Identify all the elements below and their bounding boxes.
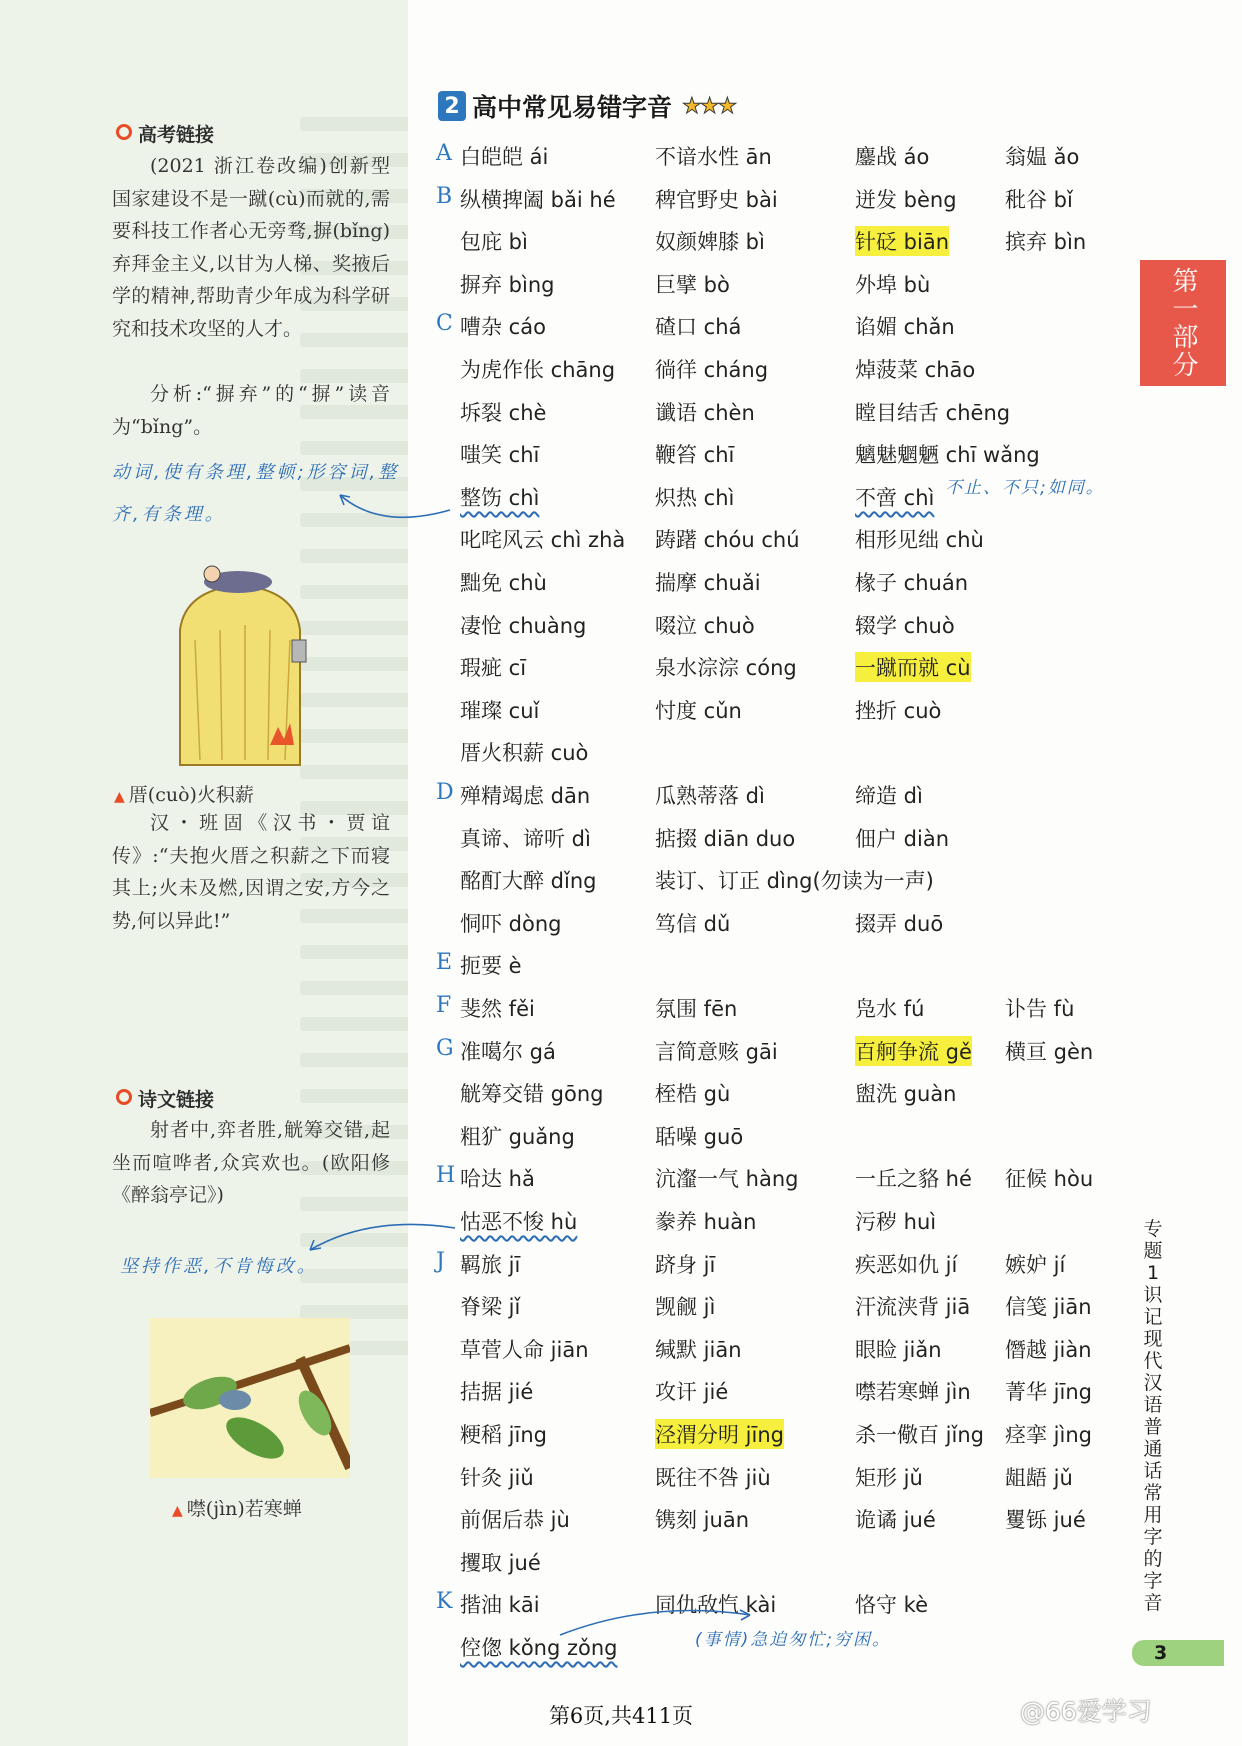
word-entry: 一丘之貉 hé bbox=[855, 1167, 972, 1192]
word-entry: 挫折 cuò bbox=[855, 698, 942, 723]
word-entry: 璀璨 cuǐ bbox=[460, 698, 540, 723]
word-entry: 针砭 biān bbox=[855, 226, 949, 256]
entry-row bbox=[0, 1074, 1242, 1114]
entry-row bbox=[0, 1287, 1242, 1327]
entry-row bbox=[0, 393, 1242, 433]
word-entry: 不谙水性 ān bbox=[655, 145, 772, 169]
word-entry: 忖度 cǔn bbox=[655, 698, 742, 723]
word-entry: 魑魅魍魉 chī wǎng bbox=[855, 443, 1040, 468]
entry-row bbox=[0, 1585, 1242, 1625]
word-entry: 沆瀣一气 hàng bbox=[655, 1167, 799, 1192]
part-tab-label: 第一部分 bbox=[1168, 267, 1198, 379]
gaokao-heading: 高考链接 bbox=[116, 120, 214, 147]
entry-row bbox=[0, 946, 1242, 986]
word-entry: 焯菠菜 chāo bbox=[855, 358, 976, 382]
entry-row bbox=[0, 563, 1242, 603]
entry-row bbox=[0, 1330, 1242, 1370]
word-entry: 盥洗 guàn bbox=[855, 1082, 957, 1107]
word-entry: 菁华 jīng bbox=[1005, 1380, 1092, 1405]
entry-row bbox=[0, 691, 1242, 731]
word-entry: 氛围 fēn bbox=[655, 997, 738, 1021]
word-entry: 装订、订正 dìng(勿读为一声) bbox=[655, 869, 934, 894]
caption-jin: ▲ 噤(jìn)若寒蝉 bbox=[172, 1498, 302, 1520]
word-entry: 粳稻 jīng bbox=[460, 1423, 547, 1447]
word-entry: 秕谷 bǐ bbox=[1005, 187, 1073, 212]
word-entry: 迸发 bèng bbox=[855, 187, 957, 212]
word-entry: 恪守 kè bbox=[855, 1593, 929, 1618]
word-entry: 杀一儆百 jǐng bbox=[855, 1423, 984, 1447]
word-entry: 厝火积薪 cuò bbox=[460, 741, 589, 766]
word-entry: 揩油 kāi bbox=[460, 1593, 540, 1618]
word-entry: 龃龉 jǔ bbox=[1005, 1465, 1073, 1490]
word-entry: 拮据 jié bbox=[460, 1380, 534, 1405]
word-entry: 鞭笞 chī bbox=[655, 443, 735, 468]
word-entry: 瓜熟蒂落 dì bbox=[655, 784, 765, 808]
word-entry: 徜徉 cháng bbox=[655, 358, 769, 382]
word-entry: 怙恶不悛 hù bbox=[460, 1210, 578, 1234]
word-entry: 谶语 chèn bbox=[655, 400, 755, 425]
word-entry: 矩形 jǔ bbox=[855, 1465, 923, 1490]
word-entry: 嗤笑 chī bbox=[460, 443, 540, 468]
entry-row bbox=[0, 1372, 1242, 1412]
word-entry: 不啻 chì bbox=[855, 485, 935, 510]
word-entry: 镌刻 juān bbox=[655, 1508, 749, 1533]
word-entry: 坼裂 chè bbox=[460, 400, 547, 425]
index-letter: C bbox=[436, 311, 453, 337]
index-letter: D bbox=[436, 780, 454, 805]
word-entry: 鏖战 áo bbox=[855, 145, 930, 169]
entry-row bbox=[0, 307, 1242, 347]
word-entry: 草菅人命 jiān bbox=[460, 1337, 589, 1362]
word-entry: 缄默 jiān bbox=[655, 1337, 742, 1362]
word-entry: 僭越 jiàn bbox=[1005, 1337, 1092, 1362]
page-footer: 第6页,共411页 bbox=[548, 1704, 694, 1728]
entry-row bbox=[0, 1415, 1242, 1455]
entry-row bbox=[0, 819, 1242, 859]
watermark: @66爱学习 bbox=[1020, 1697, 1152, 1726]
word-entry: 摈弃 bìn bbox=[1005, 230, 1087, 255]
word-entry: 包庇 bì bbox=[460, 230, 528, 255]
part-tab[interactable] bbox=[1140, 260, 1226, 386]
entry-row bbox=[0, 1159, 1242, 1199]
word-entry: 讣告 fù bbox=[1005, 997, 1075, 1021]
entry-row bbox=[0, 1202, 1242, 1242]
index-letter: E bbox=[436, 950, 453, 976]
word-entry: 稗官野史 bài bbox=[655, 187, 778, 212]
word-entry: 泾渭分明 jīng bbox=[655, 1419, 784, 1449]
word-entry: 奴颜婢膝 bì bbox=[655, 230, 765, 255]
word-entry: 同仇敌忾 kài bbox=[655, 1593, 777, 1618]
word-entry: 言简意赅 gāi bbox=[655, 1039, 778, 1064]
page-number-badge bbox=[1132, 1640, 1224, 1666]
word-entry: 叱咤风云 chì zhà bbox=[460, 528, 626, 553]
word-entry: 疾恶如仇 jí bbox=[855, 1252, 958, 1277]
word-entry: 脊梁 jǐ bbox=[460, 1295, 521, 1320]
poem-heading: 诗文链接 bbox=[116, 1085, 214, 1112]
word-entry: 嘈杂 cáo bbox=[460, 315, 546, 340]
word-entry: 谄媚 chǎn bbox=[855, 315, 955, 340]
index-letter: A bbox=[436, 141, 452, 166]
entry-row bbox=[0, 1117, 1242, 1157]
word-entry: 诡谲 jué bbox=[855, 1508, 936, 1533]
word-entry: 啜泣 chuò bbox=[655, 613, 755, 638]
word-entry: 信笺 jiān bbox=[1005, 1295, 1092, 1320]
word-entry: 真谛、谛听 dì bbox=[460, 826, 591, 851]
entry-row bbox=[0, 265, 1242, 305]
index-letter: G bbox=[436, 1035, 454, 1061]
entry-row bbox=[0, 606, 1242, 646]
word-entry: 恫吓 dòng bbox=[460, 911, 562, 936]
word-entry: 辍学 chuò bbox=[855, 613, 955, 638]
word-entry: 踌躇 chóu chú bbox=[655, 528, 800, 553]
word-entry: 嫉妒 jí bbox=[1005, 1252, 1066, 1277]
word-entry: 粗犷 guǎng bbox=[460, 1124, 575, 1149]
word-entry: 掂掇 diān duo bbox=[655, 826, 796, 851]
word-entry: 掇弄 duō bbox=[855, 911, 944, 936]
word-entry: 揣摩 chuǎi bbox=[655, 571, 761, 595]
word-entry: 哈达 hǎ bbox=[460, 1167, 535, 1192]
entry-row bbox=[0, 180, 1242, 220]
word-entry: 凫水 fú bbox=[855, 997, 925, 1021]
entry-row bbox=[0, 989, 1242, 1029]
entry-row bbox=[0, 435, 1242, 475]
word-entry: 准噶尔 gá bbox=[460, 1039, 556, 1064]
word-entry: 瞠目结舌 chēng bbox=[855, 400, 1011, 425]
word-entry: 噤若寒蝉 jìn bbox=[855, 1380, 971, 1405]
entry-row bbox=[0, 350, 1242, 390]
word-entry: 笃信 dǔ bbox=[655, 911, 731, 936]
word-entry: 针灸 jiǔ bbox=[460, 1465, 534, 1490]
word-entry: 摒弃 bìng bbox=[460, 272, 555, 297]
word-entry: 前倨后恭 jù bbox=[460, 1508, 570, 1533]
word-entry: 佃户 diàn bbox=[855, 826, 950, 851]
word-entry: 扼要 è bbox=[460, 954, 522, 979]
entry-row bbox=[0, 733, 1242, 773]
word-entry: 桎梏 gù bbox=[655, 1082, 731, 1107]
word-entry: 倥偬 kǒng zǒng bbox=[460, 1636, 618, 1660]
word-entry: 瑕疵 cī bbox=[460, 656, 527, 681]
entry-row bbox=[0, 137, 1242, 177]
word-entry: 缔造 dì bbox=[855, 784, 923, 808]
triangle-icon: ▲ bbox=[114, 789, 125, 805]
word-entry: 痉挛 jìng bbox=[1005, 1423, 1092, 1447]
index-letter: J bbox=[436, 1248, 445, 1274]
word-entry: 殚精竭虑 dān bbox=[460, 784, 591, 808]
word-entry: 矍铄 jué bbox=[1005, 1508, 1086, 1533]
analysis-text: 分析:“摒弃”的“摒”读音为“bǐng”。 bbox=[112, 383, 390, 438]
word-entry: 攻讦 jié bbox=[655, 1380, 729, 1405]
word-entry: 污秽 huì bbox=[855, 1210, 937, 1234]
word-entry: 泉水淙淙 cóng bbox=[655, 656, 797, 681]
handwritten-note-kongzong: (事情)急迫匆忙;穷困。 bbox=[695, 1630, 891, 1650]
word-entry: 碴口 chá bbox=[655, 315, 742, 340]
word-entry: 翁媪 ǎo bbox=[1005, 145, 1080, 169]
word-entry: 跻身 jī bbox=[655, 1252, 716, 1277]
cuohuo-quote: 汉・班固《汉书・贾谊传》:“夫抱火厝之积薪之下而寝其上;火未及燃,因谓之安,方今之势,何以异此!” bbox=[112, 812, 390, 932]
handwritten-note-huo: 坚持作恶,不肯悔改。 bbox=[120, 1256, 318, 1277]
word-entry: 斐然 fěi bbox=[460, 997, 535, 1021]
word-entry: 为虎作伥 chāng bbox=[460, 358, 616, 382]
section-title bbox=[438, 86, 735, 126]
word-entry: 汗流浃背 jiā bbox=[855, 1295, 971, 1320]
word-entry: 酩酊大醉 dǐng bbox=[460, 869, 597, 894]
word-entry: 炽热 chì bbox=[655, 485, 735, 510]
word-entry: 既往不咎 jiù bbox=[655, 1465, 771, 1490]
triangle-icon: ▲ bbox=[172, 1503, 183, 1519]
word-entry: 百舸争流 gě bbox=[855, 1036, 972, 1066]
entry-row bbox=[0, 904, 1242, 944]
index-letter: H bbox=[436, 1163, 456, 1189]
word-entry: 凄怆 chuàng bbox=[460, 613, 587, 638]
word-entry: 黜免 chù bbox=[460, 571, 547, 595]
handwritten-note-zhengchi: 动词,使有条理,整顿;形容词,整齐,有条理。 bbox=[112, 462, 400, 525]
word-entry: 豢养 huàn bbox=[655, 1210, 757, 1234]
section-heading: 高中常见易错字音 bbox=[472, 93, 673, 122]
index-letter: B bbox=[436, 183, 453, 209]
word-entry: 白皑皑 ái bbox=[460, 145, 549, 169]
entry-row bbox=[0, 1458, 1242, 1498]
entry-row bbox=[0, 520, 1242, 560]
word-entry: 相形见绌 chù bbox=[855, 528, 984, 553]
word-entry: 纵横捭阖 bǎi hé bbox=[460, 187, 616, 212]
entry-row bbox=[0, 1245, 1242, 1285]
word-entry: 整饬 chì bbox=[460, 485, 540, 510]
word-entry: 聒噪 guō bbox=[655, 1124, 744, 1149]
index-letter: F bbox=[436, 993, 452, 1018]
entry-row bbox=[0, 861, 1242, 901]
word-entry: 一蹴而就 cù bbox=[855, 652, 971, 682]
page-number: 3 bbox=[1154, 1642, 1168, 1664]
entry-row bbox=[0, 1032, 1242, 1072]
entry-row bbox=[0, 776, 1242, 816]
entry-row bbox=[0, 1500, 1242, 1540]
word-entry: 羁旅 jī bbox=[460, 1252, 521, 1277]
word-entry: 攫取 jué bbox=[460, 1550, 541, 1575]
word-entry: 巨擘 bò bbox=[655, 272, 730, 297]
poem-text: 射者中,弈者胜,觥筹交错,起坐而喧哗者,众宾欢也。(欧阳修《醉翁亭记》) bbox=[112, 1119, 390, 1206]
word-entry: 征候 hòu bbox=[1005, 1167, 1094, 1192]
entry-row bbox=[0, 648, 1242, 688]
entry-row bbox=[0, 1543, 1242, 1583]
word-entry: 横亘 gèn bbox=[1005, 1039, 1094, 1064]
gaokao-text: (2021 浙江卷改编)创新型国家建设不是一蹴(cù)而就的,需要科技工作者心无旁骛,摒(bǐng)弃拜金主义,以甘为人梯、奖掖后学的精神,帮助青少年成为科学研究和技术攻坚的人才。 bbox=[112, 155, 390, 340]
index-letter: K bbox=[436, 1589, 453, 1615]
entry-row bbox=[0, 1628, 1242, 1668]
section-number-badge: 2 bbox=[438, 91, 466, 121]
star-rating-icon: ★★★ bbox=[682, 93, 736, 119]
handwritten-note-buchi: 不止、不只;如同。 bbox=[945, 478, 1105, 498]
word-entry: 觥筹交错 gōng bbox=[460, 1082, 604, 1107]
entry-row bbox=[0, 222, 1242, 262]
word-entry: 外埠 bù bbox=[855, 272, 931, 297]
word-entry: 椽子 chuán bbox=[855, 571, 969, 595]
word-entry: 觊觎 jì bbox=[655, 1295, 716, 1320]
caption-cuohuo: ▲ 厝(cuò)火积薪 bbox=[114, 784, 254, 806]
topic-vertical-label: 专题1 识记现代汉语普通话常用字的字音 bbox=[1143, 1218, 1163, 1614]
word-entry: 眼睑 jiǎn bbox=[855, 1337, 942, 1362]
